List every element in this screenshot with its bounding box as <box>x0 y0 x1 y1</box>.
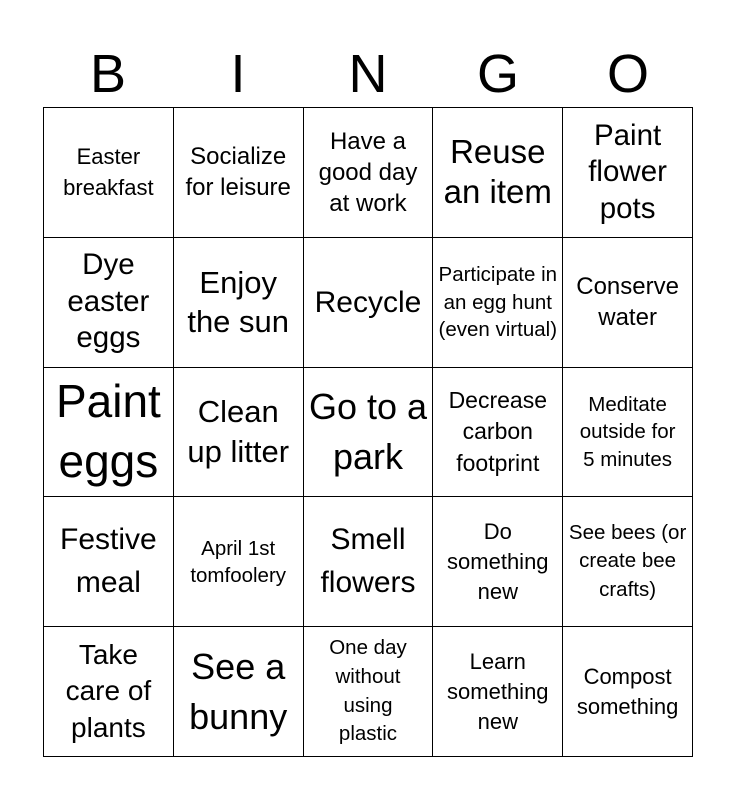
header-letter-g: G <box>476 44 519 104</box>
cell-text: One day without using plastic <box>329 636 407 746</box>
cell-text: Paint flower pots <box>588 118 667 225</box>
cell-text: See a bunny <box>189 645 288 737</box>
cell-text: Socialize for leisure <box>185 143 291 202</box>
bingo-cell[interactable] <box>304 368 434 498</box>
bingo-cell[interactable] <box>304 497 434 627</box>
bingo-cell[interactable] <box>433 238 563 368</box>
bingo-cell[interactable] <box>44 368 174 498</box>
bingo-cell[interactable] <box>174 368 304 498</box>
cell-text: Participate in an egg hunt (even virtual) <box>438 263 558 341</box>
bingo-cell[interactable] <box>174 108 304 238</box>
bingo-cell[interactable] <box>174 238 304 368</box>
cell-text: Take care of plants <box>65 639 152 743</box>
cell-text: Do something new <box>447 518 549 604</box>
cell-text: Meditate outside for 5 minutes <box>579 393 676 471</box>
bingo-cell[interactable] <box>563 238 693 368</box>
bingo-cell[interactable] <box>44 497 174 627</box>
cell-text: Paint eggs <box>55 375 161 487</box>
header-letter-b: B <box>89 44 127 104</box>
cell-text: Go to a park <box>308 386 428 477</box>
cell-text: Decrease carbon footprint <box>448 387 547 476</box>
cell-text: Festive meal <box>60 523 157 599</box>
bingo-cell[interactable] <box>563 497 693 627</box>
bingo-header <box>43 40 693 108</box>
bingo-cell[interactable] <box>44 108 174 238</box>
bingo-cell[interactable] <box>563 368 693 498</box>
cell-text: See bees (or create bee crafts) <box>568 520 687 602</box>
cell-text: Easter breakfast <box>63 143 154 201</box>
cell-text: April 1st tomfoolery <box>190 536 287 587</box>
bingo-cell[interactable] <box>563 108 693 238</box>
cell-text: Have a good day at work <box>318 127 418 217</box>
cell-text: Recycle <box>314 285 422 319</box>
cell-text: Compost something <box>576 663 679 719</box>
bingo-grid <box>43 107 693 757</box>
bingo-cell[interactable] <box>433 497 563 627</box>
bingo-cell[interactable] <box>304 108 434 238</box>
bingo-cell[interactable] <box>174 497 304 627</box>
cell-text: Learn something new <box>447 648 549 734</box>
bingo-cell[interactable] <box>563 627 693 757</box>
bingo-cell[interactable] <box>433 627 563 757</box>
bingo-cell[interactable] <box>304 627 434 757</box>
header-letter-o: O <box>606 44 649 104</box>
cell-text: Reuse an item <box>443 133 552 211</box>
cell-text: Clean up litter <box>187 394 290 469</box>
bingo-cell[interactable] <box>174 627 304 757</box>
bingo-cell[interactable] <box>44 627 174 757</box>
cell-text: Conserve water <box>576 273 679 332</box>
header-letter-i: I <box>230 44 246 104</box>
header-letter-n: N <box>348 44 388 104</box>
cell-text: Smell flowers <box>320 523 416 599</box>
bingo-cell[interactable] <box>304 238 434 368</box>
cell-text: Dye easter eggs <box>67 248 150 355</box>
bingo-cell[interactable] <box>433 368 563 498</box>
cell-text: Enjoy the sun <box>187 264 290 340</box>
bingo-cell[interactable] <box>433 108 563 238</box>
bingo-cell[interactable] <box>44 238 174 368</box>
